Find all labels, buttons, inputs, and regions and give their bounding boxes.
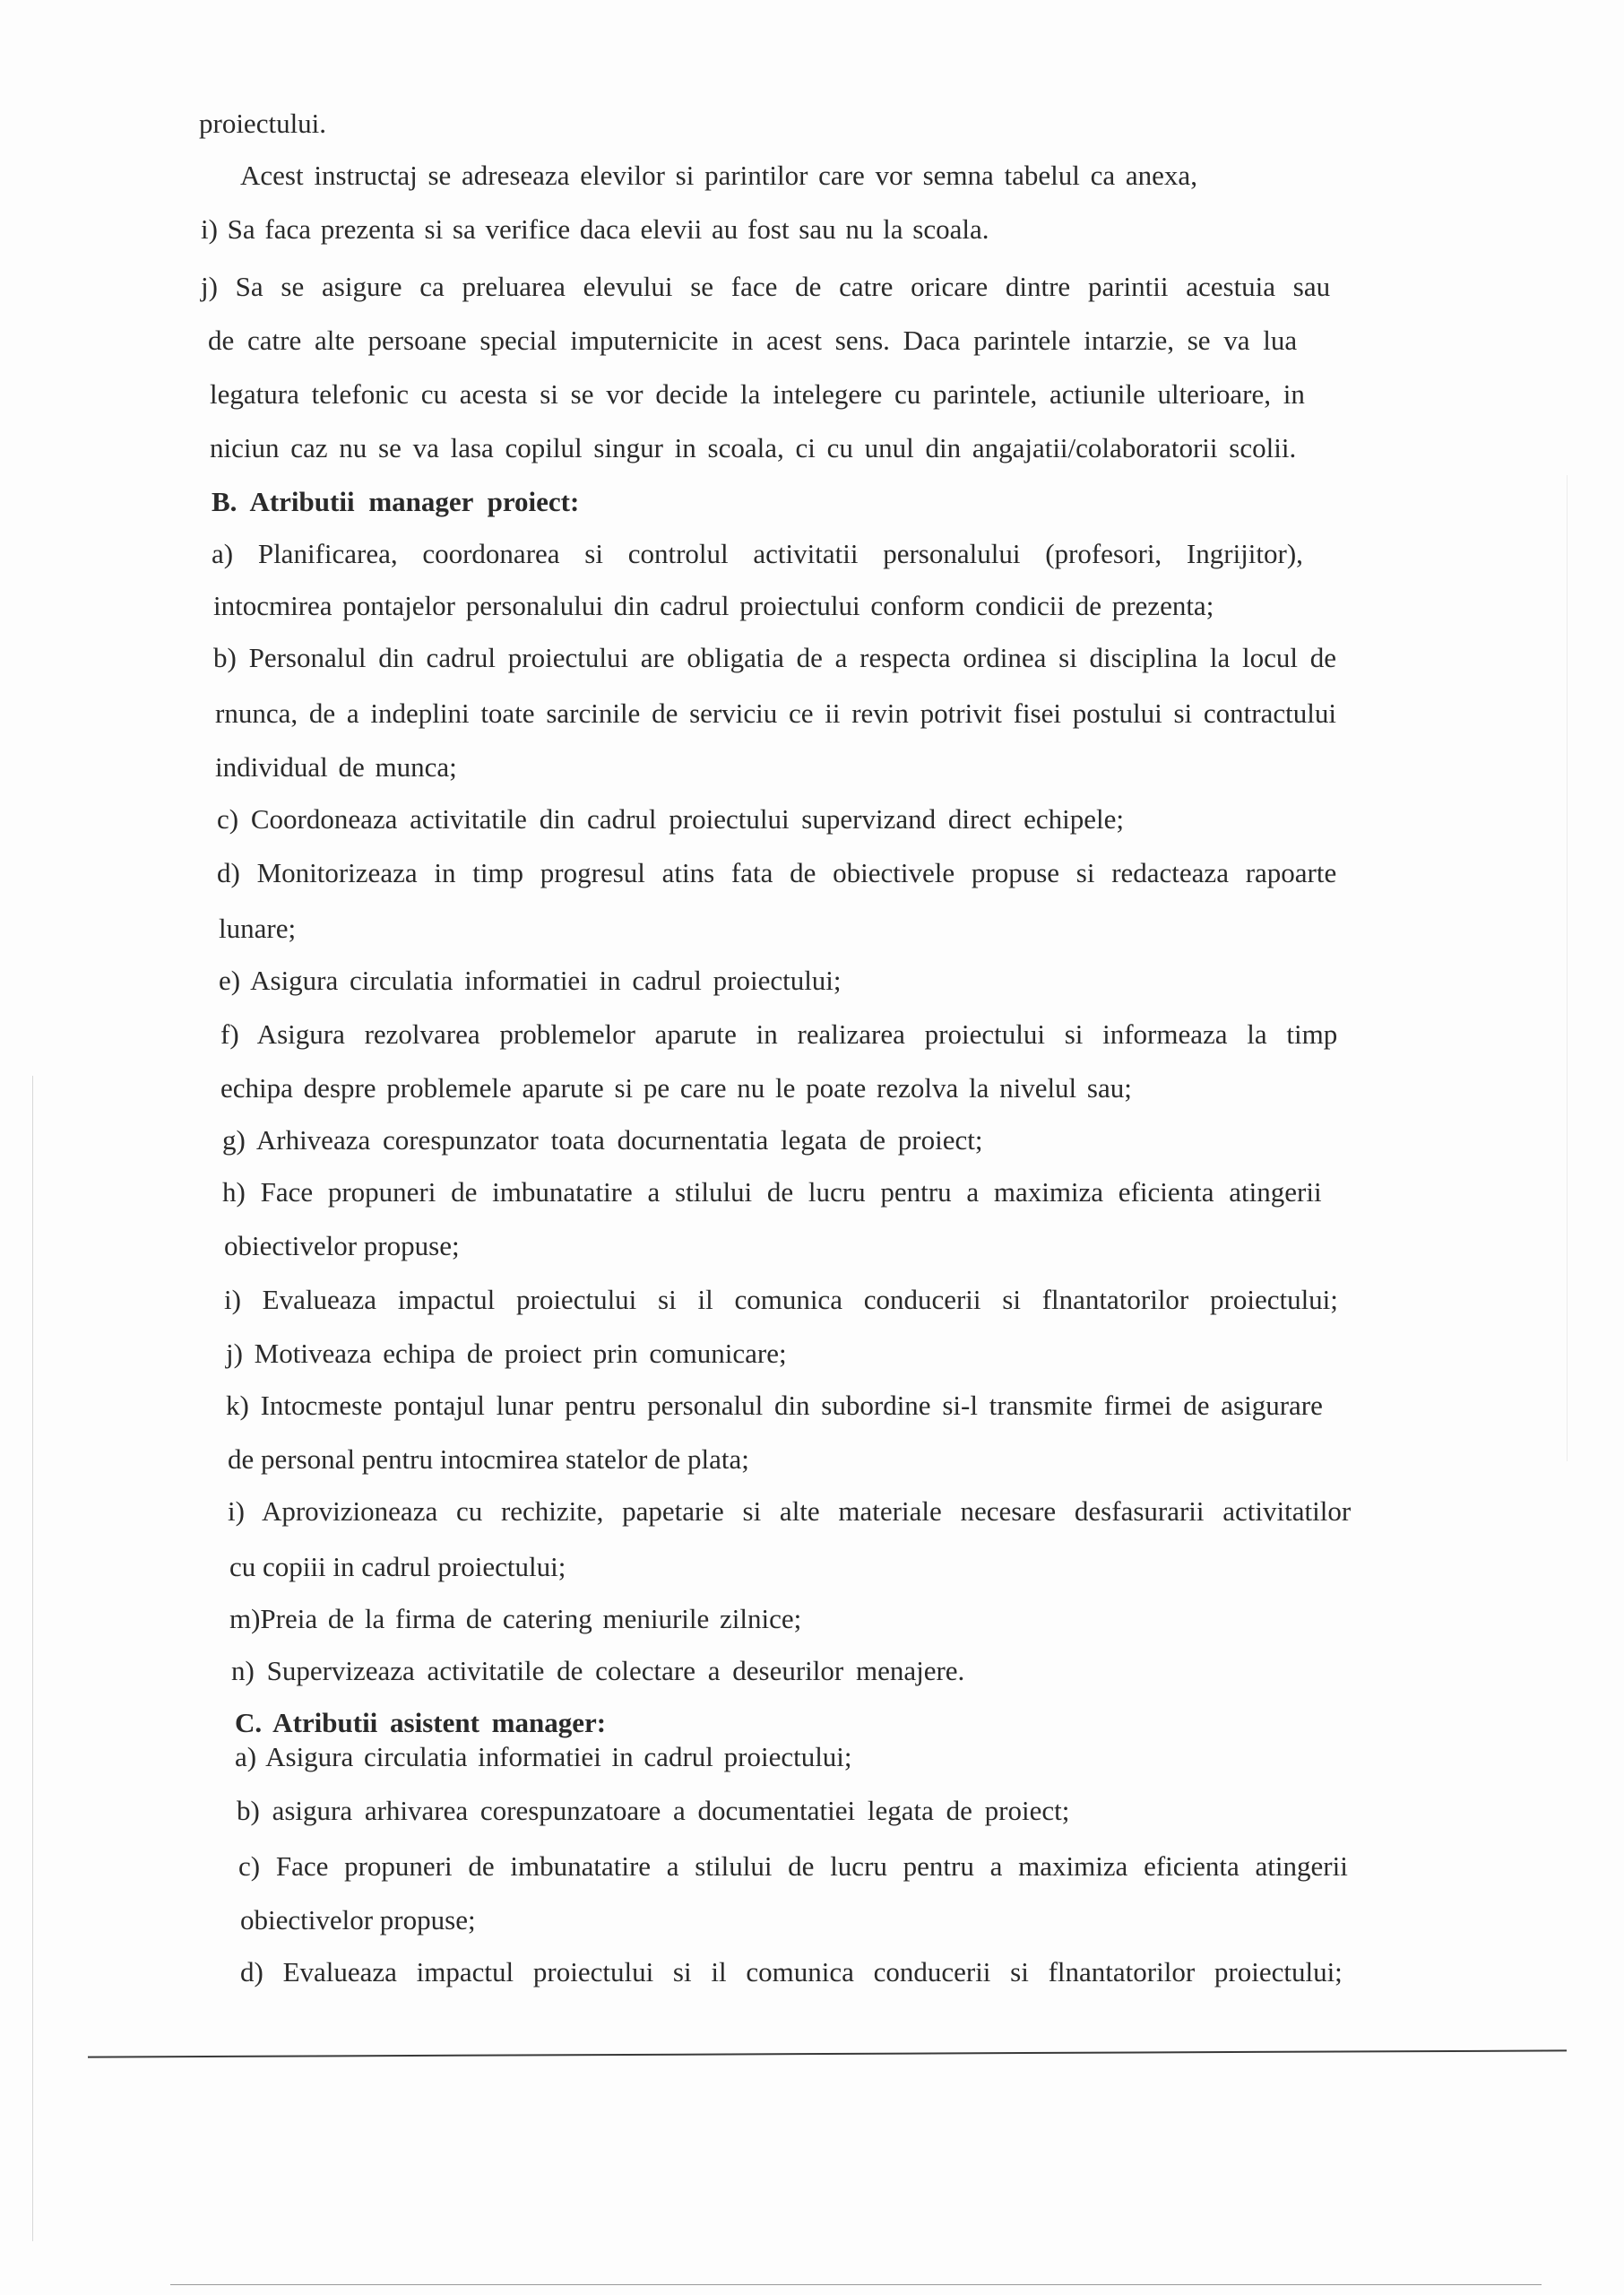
list-item: c) Coordoneaza activitatile din cadrul proiectului supervizand direct echipele; (217, 803, 1125, 835)
text-line: de catre alte persoane special imputernicite in acest sens. Daca parintele intarzie, se va lua (208, 325, 1298, 356)
page-bottom-edge (170, 2284, 1542, 2285)
text-line: obiectivelor propuse; (224, 1230, 460, 1261)
section-heading-c: C. Atributii asistent manager: (235, 1707, 607, 1738)
section-heading-b: B. Atributii manager proiect: (212, 486, 580, 517)
text-line: de personal pentru intocmirea statelor de plata; (228, 1443, 749, 1475)
list-item: m)Preia de la firma de catering meniurile zilnice; (229, 1603, 802, 1634)
text-line: obiectivelor propuse; (240, 1904, 476, 1936)
list-item: i) Sa faca prezenta si sa verifice daca elevii au fost sau nu la scoala. (201, 213, 989, 245)
scan-margin-mark-right (1567, 475, 1568, 1461)
list-item: d) Monitorizeaza in timp progresul atins fata de obiectivele propuse si redacteaza rapoarte (217, 857, 1337, 888)
text-line: lunare; (219, 913, 297, 944)
text-line: intocmirea pontajelor personalului din cadrul proiectului conform condicii de prezenta; (213, 590, 1214, 621)
list-item: d) Evalueaza impactul proiectului si il comunica conducerii si flnantatorilor proiectului; (240, 1956, 1343, 1988)
list-item: a) Planificarea, coordonarea si controlul activitatii personalului (profesori, Ingrijitor), (212, 538, 1303, 569)
list-item: c) Face propuneri de imbunatatire a stilului de lucru pentru a maximiza eficienta atingerii (238, 1850, 1348, 1882)
list-item: b) asigura arhivarea corespunzatoare a documentatiei legata de proiect; (237, 1795, 1070, 1826)
list-item: k) Intocmeste pontajul lunar pentru personalul din subordine si-l transmite firmei de asigurare (226, 1390, 1323, 1421)
text-line: echipa despre problemele aparute si pe care nu le poate rezolva la nivelul sau; (220, 1072, 1132, 1104)
list-item: g) Arhiveaza corespunzator toata docurnentatia legata de proiect; (222, 1124, 983, 1156)
list-item: b) Personalul din cadrul proiectului are obligatia de a respecta ordinea si disciplina la locul de (213, 642, 1336, 673)
list-item: f) Asigura rezolvarea problemelor aparute in realizarea proiectului si informeaza la timp (220, 1018, 1338, 1050)
list-item: j) Motiveaza echipa de proiect prin comunicare; (226, 1338, 787, 1369)
text-line: proiectului. (199, 108, 327, 139)
text-line: legatura telefonic cu acesta si se vor decide la intelegere cu parintele, actiunile ulterioare, in (210, 378, 1305, 410)
text-line: individual de munca; (215, 751, 457, 783)
text-line: cu copiii in cadrul proiectului; (229, 1551, 566, 1582)
footer-divider (88, 2049, 1567, 2057)
list-item: n) Supervizeaza activitatile de colectare a deseurilor menajere. (231, 1655, 965, 1686)
scan-margin-mark (32, 1076, 33, 2241)
list-item: a) Asigura circulatia informatiei in cadrul proiectului; (235, 1741, 852, 1772)
list-item: j) Sa se asigure ca preluarea elevului se face de catre oricare dintre parintii acestuia sau (201, 271, 1331, 302)
list-item: e) Asigura circulatia informatiei in cadrul proiectului; (219, 965, 842, 996)
list-item: i) Aprovizioneaza cu rechizite, papetarie si alte materiale necesare desfasurarii activitatilor (228, 1495, 1352, 1527)
text-line: Acest instructaj se adreseaza elevilor si parintilor care vor semna tabelul ca anexa, (240, 160, 1197, 191)
list-item: h) Face propuneri de imbunatatire a stilului de lucru pentru a maximiza eficienta atingerii (222, 1176, 1322, 1208)
list-item: i) Evalueaza impactul proiectului si il comunica conducerii si flnantatorilor proiectului; (224, 1284, 1338, 1315)
text-line: niciun caz nu se va lasa copilul singur in scoala, ci cu unul din angajatii/colaboratorii scolii. (210, 432, 1297, 463)
text-line: rnunca, de a indeplini toate sarcinile de serviciu ce ii revin potrivit fisei postului si contractului (215, 697, 1336, 729)
